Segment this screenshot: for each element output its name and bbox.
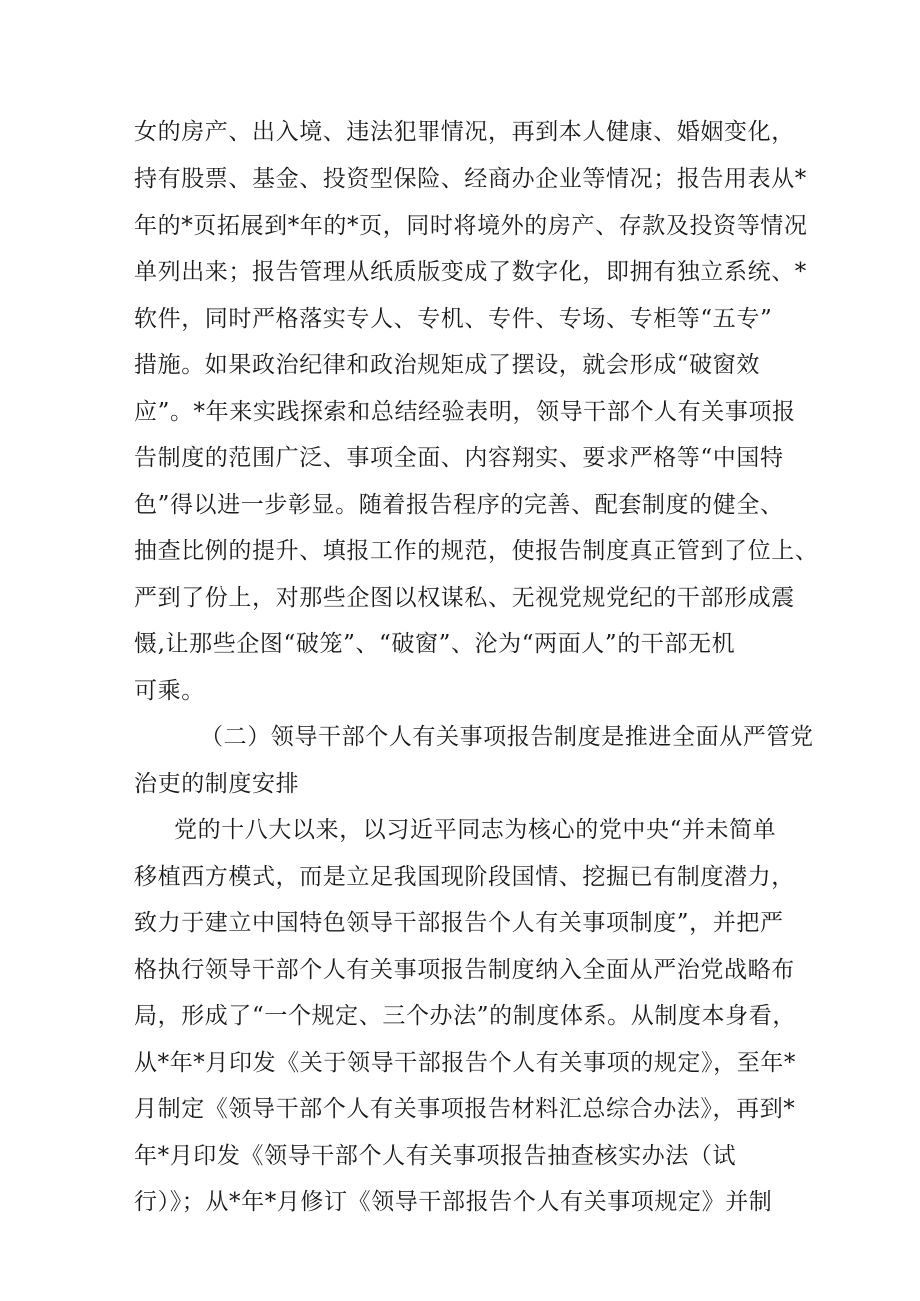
text-line: 局，形成了“一个规定、三个办法”的制度体系。从制度本身看， <box>134 1003 796 1029</box>
text-line: 女的房产、出入境、违法犯罪情况，再到本人健康、婚姻变化， <box>134 119 795 145</box>
text-line: 色”得以进一步彰显。随着报告程序的完善、配套制度的健全、 <box>134 492 784 518</box>
text-line: 致力于建立中国特色领导干部报告个人有关事项制度”，并把严 <box>134 910 784 936</box>
text-line: 从*年*月印发《关于领导干部报告个人有关事项的规定》，至年* <box>134 1050 796 1076</box>
text-line: 年的*页拓展到*年的*页，同时将境外的房产、存款及投资等情况 <box>134 213 808 239</box>
text-line: 持有股票、基金、投资型保险、经商办企业等情况；报告用表从* <box>134 166 807 192</box>
text-line: 告制度的范围广泛、事项全面、内容翔实、要求严格等“中国特 <box>134 445 784 471</box>
text-line: 应”。*年来实践探索和总结经验表明，领导干部个人有关事项报 <box>134 399 796 425</box>
text-line: 移植西方模式，而是立足我国现阶段国情、挖掘已有制度潜力， <box>134 864 795 890</box>
text-line: 慑,让那些企图“破笼”、“破窗”、沦为“两面人”的干部无机 <box>134 631 736 657</box>
text-line: 行）》；从*年*月修订《领导干部报告个人有关事项规定》并制 <box>134 1189 773 1215</box>
section-heading: （二）领导干部个人有关事项报告制度是推进全面从严管党 <box>200 724 814 750</box>
text-line: 软件，同时严格落实专人、专机、专件、专场、专柜等“五专” <box>134 306 773 332</box>
text-line: 抽查比例的提升、填报工作的规范，使报告制度真正管到了位上、 <box>134 538 819 564</box>
text-line: 格执行领导干部个人有关事项报告制度纳入全面从严治党战略布 <box>134 957 795 983</box>
section-heading-continued: 治吏的制度安排 <box>134 771 300 797</box>
text-line: 可乘。 <box>134 678 205 704</box>
text-line: 单列出来；报告管理从纸质版变成了数字化，即拥有独立系统、* <box>134 259 807 285</box>
text-line: 严到了份上，对那些企图以权谋私、无视党规党纪的干部形成震 <box>134 585 795 611</box>
text-line: 月制定《领导干部个人有关事项报告材料汇总综合办法》，再到* <box>134 1096 796 1122</box>
text-line: 措施。如果政治纪律和政治规矩成了摆设，就会形成“破窗效 <box>134 352 760 378</box>
text-line: 党的十八大以来，以习近平同志为核心的党中央“并未简单 <box>174 817 777 843</box>
text-line: 年*月印发《领导干部个人有关事项报告抽查核实办法（试 <box>134 1143 737 1169</box>
